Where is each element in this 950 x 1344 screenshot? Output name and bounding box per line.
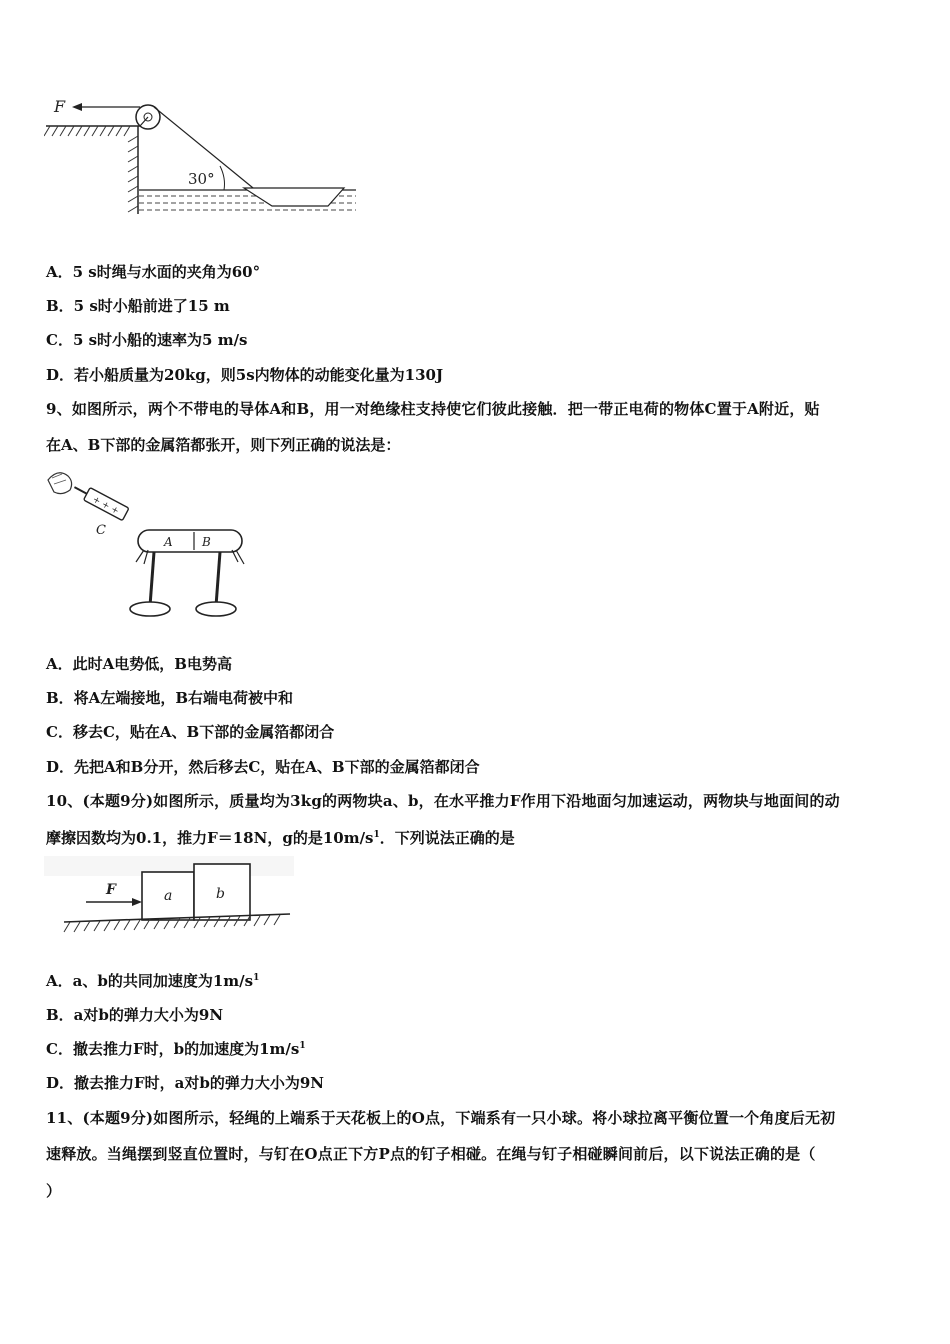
q9-stem-line1: 9、如图所示，两个不带电的导体A和B，用一对绝缘柱支持使它们彼此接触．把一带正电荷的物体C置于A附近，贴 xyxy=(46,400,820,418)
q8-option-c: C．5 s时小船的速率为5 m/s xyxy=(46,331,248,349)
q9-option-b: B．将A左端接地，B右端电荷被中和 xyxy=(46,689,293,707)
force-label: F xyxy=(54,97,66,116)
svg-text:+ + +: + + + xyxy=(90,494,121,517)
label-b: B xyxy=(202,535,211,549)
q8-option-b: B．5 s时小船前进了15 m xyxy=(46,297,230,315)
q9-option-a: A．此时A电势低，B电势高 xyxy=(46,655,232,673)
q8-option-d: D．若小船质量为20kg，则5s内物体的动能变化量为130J xyxy=(46,366,444,384)
q9-option-c: C．移去C，贴在A、B下部的金属箔都闭合 xyxy=(46,723,335,741)
angle-label: 30° xyxy=(188,170,215,188)
label-f: F xyxy=(106,882,116,898)
conductors-figure xyxy=(44,466,254,626)
q11-stem-line2: 速释放。当绳摆到竖直位置时，与钉在O点正下方P点的钉子相碰。在绳与钉子相碰瞬间前后，以下说法正确的是（ xyxy=(46,1145,816,1163)
q8-option-a: A．5 s时绳与水面的夹角为60° xyxy=(46,263,261,281)
q10-option-c: C．撤去推力F时，b的加速度为$1m/s^1$ xyxy=(46,1040,306,1058)
q9-stem-line2: 在A、B下部的金属箔都张开，则下列正确的说法是： xyxy=(46,436,401,454)
q10-option-b: B．a对b的弹力大小为9N xyxy=(46,1006,224,1024)
q10-stem-line2: 摩擦因数均为0.1，推力F＝18N，g的是$10m/s^1$．下列说法正确的是 xyxy=(46,829,515,847)
pulley-boat-figure xyxy=(44,92,364,218)
q10-option-a: A．a、b的共同加速度为$1m/s^1$ xyxy=(46,972,260,990)
q11-stem-line1: 11、(本题9分)如图所示，轻绳的上端系于天花板上的O点，下端系有一只小球。将小球拉离平衡位置一个角度后无初 xyxy=(46,1109,836,1127)
q11-stem-line3: ） xyxy=(46,1182,62,1200)
label-c: C xyxy=(96,523,106,538)
label-a: A xyxy=(164,535,173,549)
q9-option-d: D．先把A和B分开，然后移去C，贴在A、B下部的金属箔都闭合 xyxy=(46,758,480,776)
q10-stem-line1: 10、(本题9分)如图所示，质量均为3kg的两物块a、b，在水平推力F作用下沿地面匀加速运动，两物块与地面间的动 xyxy=(46,792,840,810)
q10-option-d: D．撤去推力F时，a对b的弹力大小为9N xyxy=(46,1074,325,1092)
blocks-figure xyxy=(44,856,294,944)
label-a-block: a xyxy=(164,888,173,904)
label-b-block: b xyxy=(216,886,225,902)
